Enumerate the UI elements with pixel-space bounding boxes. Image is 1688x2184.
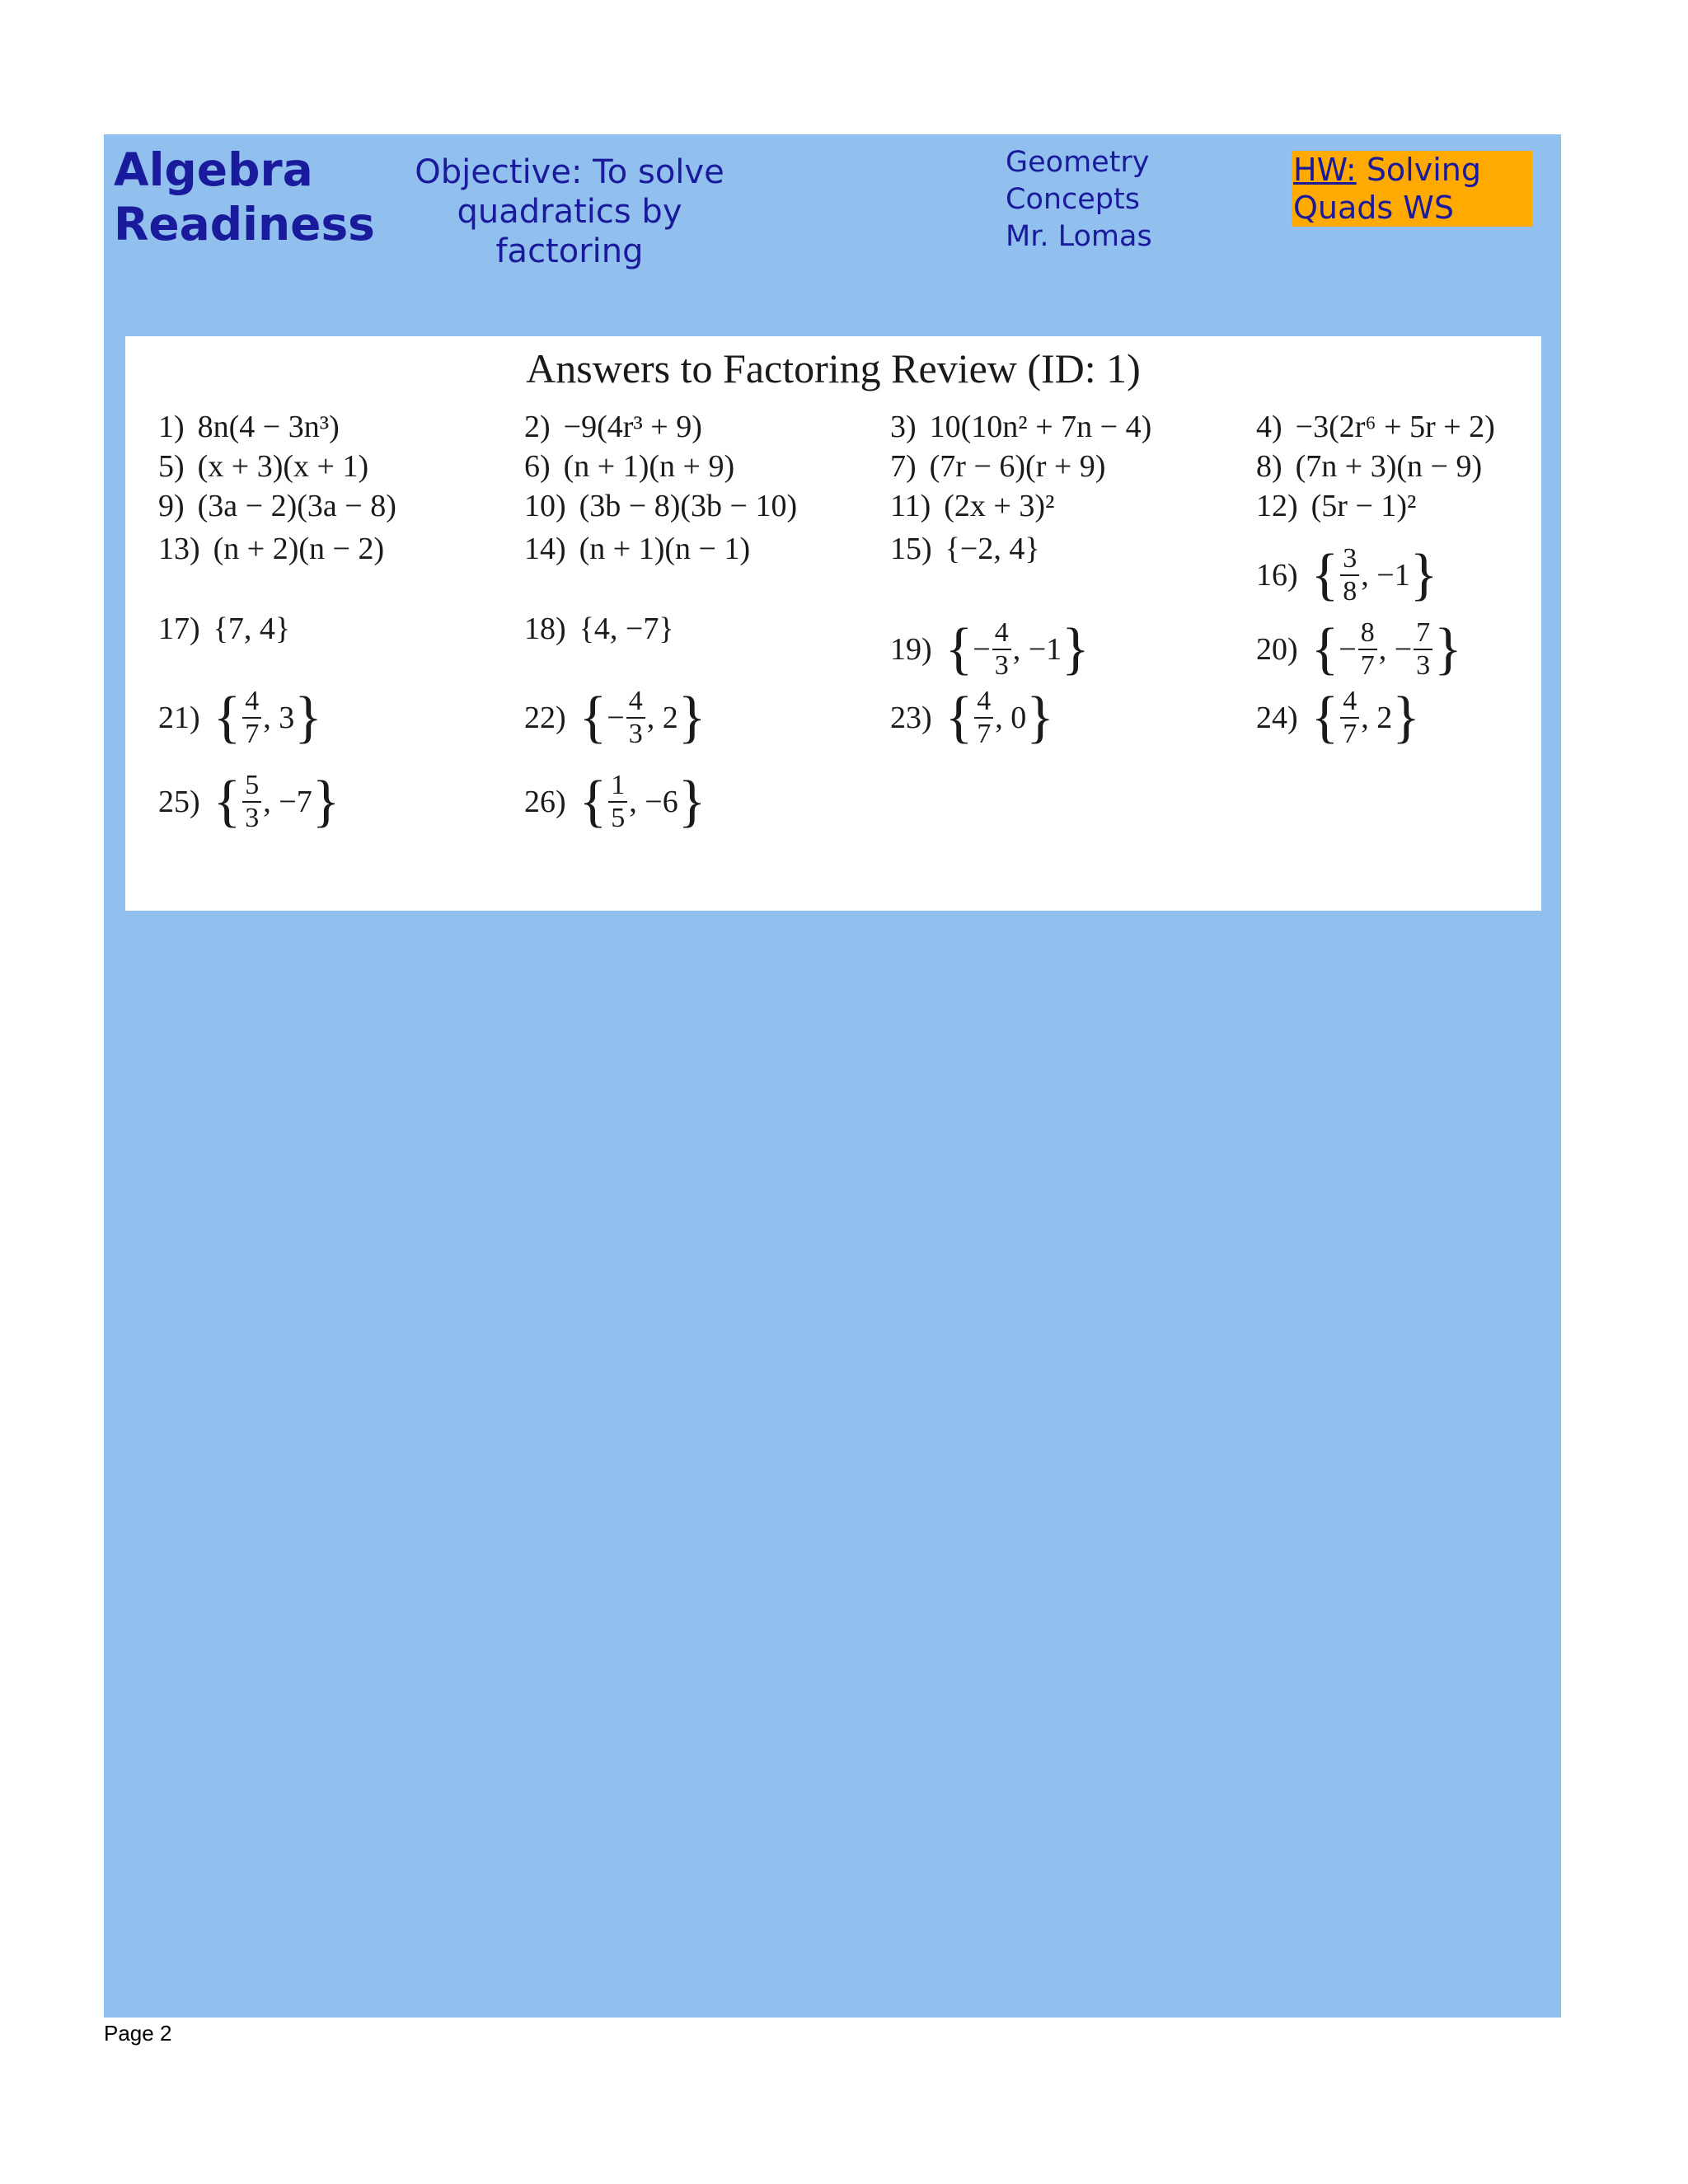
denominator: 3: [245, 803, 260, 833]
answer-number: 16): [1256, 558, 1298, 593]
answer-expression: (n + 2)(n − 2): [213, 532, 385, 566]
answer-item: [890, 520, 1040, 578]
answer-rest: , 3: [263, 701, 295, 735]
answer-number: 24): [1256, 701, 1298, 735]
panel-title: Answers to Factoring Review (ID: 1): [526, 345, 1141, 391]
answer-item: [890, 686, 1054, 749]
course-title-line1: Algebra: [114, 143, 313, 196]
numerator: 4: [242, 686, 261, 719]
answer-number: 4): [1256, 410, 1282, 444]
fraction: [1340, 686, 1359, 750]
course-info: [1006, 144, 1152, 255]
hw-label: HW:: [1293, 152, 1357, 188]
numerator: 7: [1414, 617, 1432, 650]
answer-rest: , 0: [995, 701, 1027, 735]
answer-expression: −9(4r³ + 9): [563, 410, 702, 444]
answer-expression: (3a − 2)(3a − 8): [197, 489, 396, 523]
answer-item: [890, 617, 1090, 681]
answer-item: [1256, 543, 1438, 607]
hw-line2: Quads WS: [1293, 190, 1454, 226]
answers-panel: [125, 336, 1541, 911]
answer-number: 11): [890, 489, 931, 523]
answer-expression: (n + 1)(n + 9): [563, 449, 735, 484]
answer-number: 15): [890, 532, 932, 566]
answer-number: 7): [890, 449, 917, 484]
answer-rest: , 2: [1361, 701, 1393, 735]
answer-number: 25): [158, 785, 200, 819]
denominator: 7: [245, 719, 260, 749]
answer-item: [524, 686, 706, 749]
answer-expression: (3b − 8)(3b − 10): [579, 489, 798, 523]
close-brace: }: [1062, 617, 1090, 681]
denominator: 3: [1416, 650, 1431, 681]
answer-number: 9): [158, 489, 185, 523]
numerator: 4: [1340, 686, 1359, 719]
answer-number: 6): [524, 449, 551, 484]
fraction: [608, 770, 627, 834]
hw-line1: Solving: [1356, 152, 1481, 188]
answer-item: [158, 686, 322, 749]
answer-expression: (n + 1)(n − 1): [579, 532, 751, 566]
denominator: 8: [1343, 576, 1357, 607]
denominator: 7: [1343, 719, 1357, 749]
open-brace: {: [1311, 686, 1339, 749]
close-brace: }: [678, 686, 706, 749]
denominator: 7: [977, 719, 992, 749]
fraction: [1358, 617, 1377, 682]
close-brace: }: [1409, 543, 1438, 607]
answer-number: 3): [890, 410, 917, 444]
open-brace: {: [945, 686, 973, 749]
answer-number: 5): [158, 449, 185, 484]
fraction: [974, 686, 993, 750]
answer-expression: 10(10n² + 7n − 4): [929, 410, 1152, 444]
close-brace: }: [294, 686, 322, 749]
answer-item: [524, 520, 750, 578]
close-brace: }: [1434, 617, 1462, 681]
answer-expression: (2x + 3)²: [944, 489, 1055, 523]
answer-number: 26): [524, 785, 566, 819]
answer-number: 19): [890, 632, 932, 667]
answer-item: [524, 770, 706, 833]
answer-item: [158, 770, 340, 833]
denominator: 3: [994, 650, 1009, 681]
open-brace: {: [945, 617, 973, 681]
course-line2: Concepts: [1006, 183, 1140, 216]
answer-expression: {4, −7}: [579, 612, 674, 646]
answer-number: 2): [524, 410, 551, 444]
objective-line2: factoring: [495, 232, 644, 270]
fraction: [242, 686, 261, 750]
course-title-line2: Readiness: [114, 198, 375, 251]
open-brace: {: [579, 770, 607, 833]
answer-number: 1): [158, 410, 185, 444]
answer-expression: −3(2r⁶ + 5r + 2): [1295, 410, 1495, 444]
answer-number: 20): [1256, 632, 1298, 667]
open-brace: {: [1311, 543, 1339, 607]
answer-item: [524, 600, 674, 658]
answer-number: 23): [890, 701, 932, 735]
answer-expression: {−2, 4}: [945, 532, 1040, 566]
answer-number: 8): [1256, 449, 1282, 484]
answer-number: 21): [158, 701, 200, 735]
numerator: 8: [1358, 617, 1377, 650]
minus-sign: −: [607, 701, 625, 735]
answer-number: 13): [158, 532, 200, 566]
answer-expression: (5r − 1)²: [1311, 489, 1417, 523]
answer-item: [158, 520, 384, 578]
page-number: Page 2: [104, 2021, 172, 2046]
close-brace: }: [1392, 686, 1420, 749]
answer-expression: (7n + 3)(n − 9): [1295, 449, 1483, 484]
answer-number: 22): [524, 701, 566, 735]
answer-number: 10): [524, 489, 566, 523]
numerator: 4: [992, 617, 1011, 650]
minus-sign: −: [973, 632, 991, 667]
open-brace: {: [579, 686, 607, 749]
minus-sign: −: [1339, 632, 1357, 667]
open-brace: {: [1311, 617, 1339, 681]
course-title: [114, 143, 375, 251]
numerator: 4: [974, 686, 993, 719]
close-brace: }: [312, 770, 340, 833]
fraction: [1414, 617, 1432, 682]
close-brace: }: [678, 770, 706, 833]
answer-item: [1256, 477, 1416, 535]
denominator: 3: [628, 719, 643, 749]
numerator: 1: [608, 770, 627, 803]
answer-number: 17): [158, 612, 200, 646]
fraction: [1340, 543, 1359, 607]
numerator: 4: [626, 686, 645, 719]
answer-expression: (7r − 6)(r + 9): [929, 449, 1106, 484]
denominator: 5: [611, 803, 626, 833]
fraction: [242, 770, 261, 834]
open-brace: {: [213, 686, 241, 749]
answer-item: [158, 600, 290, 658]
fraction: [992, 617, 1011, 682]
open-brace: {: [213, 770, 241, 833]
answer-number: 14): [524, 532, 566, 566]
answer-expression: (x + 3)(x + 1): [197, 449, 369, 484]
answer-rest: , −: [1378, 632, 1413, 667]
answer-expression: {7, 4}: [213, 612, 291, 646]
teacher-name: Mr. Lomas: [1006, 220, 1152, 253]
numerator: 3: [1340, 543, 1359, 576]
answer-expression: 8n(4 − 3n³): [197, 410, 340, 444]
answer-item: [1256, 686, 1420, 749]
answer-rest: , 2: [646, 701, 678, 735]
denominator: 7: [1360, 650, 1375, 681]
objective: [380, 152, 759, 271]
answer-rest: , −1: [1012, 632, 1062, 667]
answer-rest: , −7: [263, 785, 312, 819]
fraction: [626, 686, 645, 750]
answer-item: [1256, 617, 1462, 681]
answer-rest: , −1: [1361, 558, 1410, 593]
close-brace: }: [1026, 686, 1054, 749]
answer-number: 18): [524, 612, 566, 646]
course-line1: Geometry: [1006, 146, 1150, 179]
answer-number: 12): [1256, 489, 1298, 523]
objective-line1: Objective: To solve quadratics by: [415, 153, 724, 231]
answer-rest: , −6: [629, 785, 678, 819]
homework-box: [1292, 151, 1532, 227]
numerator: 5: [242, 770, 261, 803]
